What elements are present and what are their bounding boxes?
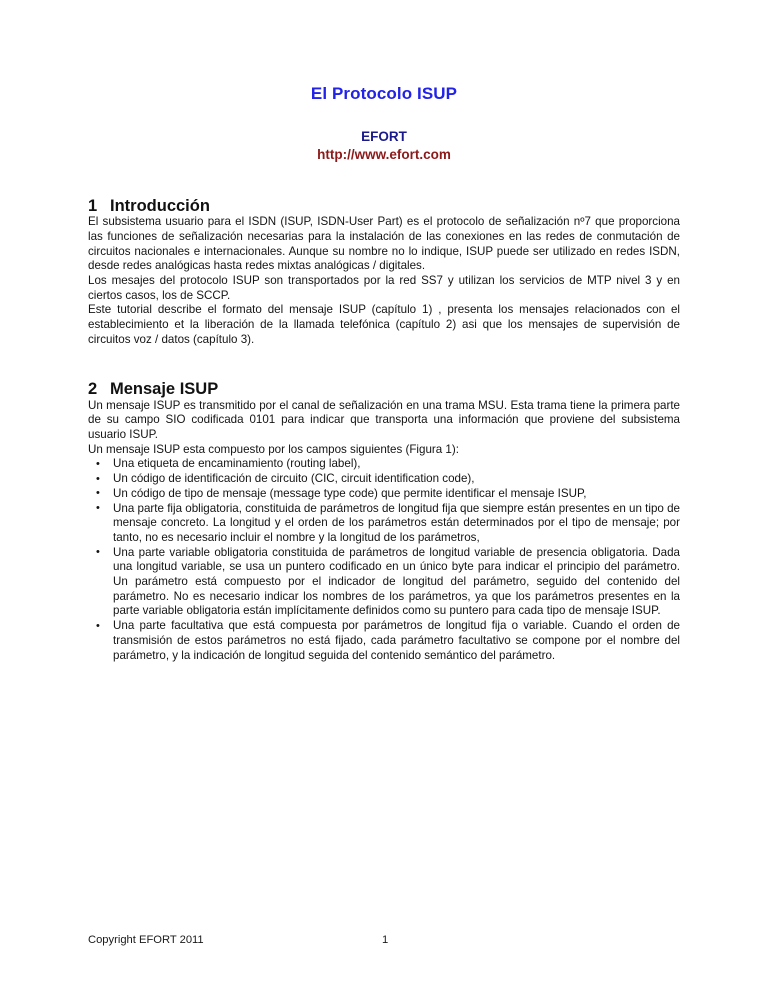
section-2-title: Mensaje ISUP xyxy=(110,380,219,399)
section-1-number: 1 xyxy=(88,197,98,215)
list-item: • Un código de identificación de circuito (CIC, circuit identification code), xyxy=(88,472,680,487)
document-title: El Protocolo ISUP xyxy=(310,84,458,103)
section-1-paragraph-1: El subsistema usuario para el ISDN (ISUP, ISDN-User Part) es el protocolo de señalización nº7 que proporciona las funciones de señalización necesarias para la instalación de las conexiones en las redes de conmutación de circuitos nacionales e internacionales. Aunque su nombre no lo indique, ISUP puede ser utilizado en redes ISDN, desde redes analógicas hasta redes mixtas analógicas / digitales. xyxy=(88,215,680,273)
section-1-paragraph-3: Este tutorial describe el formato del mensaje ISUP (capítulo 1) , presenta los mensajes relacionados con el establecimiento et la liberación de la llamada telefónica (capítulo 2) asi que los mensajes de supervisión de circuitos voz / datos (capítulo 3). xyxy=(88,303,680,346)
organization-name: EFORT xyxy=(361,129,407,144)
list-item: • Una parte facultativa que está compuesta por parámetros de longitud fija o variable. Cuando el orden de transmisión de estos parámetros no está fijado, cada parámetro facultativo se compone por el nombre del parámetro, y la indicación de longitud seguida del contenido semántico del parámetro. xyxy=(88,619,680,663)
document-content xyxy=(88,0,680,663)
list-item: • Un código de tipo de mensaje (message type code) que permite identificar el mensaje ISUP, xyxy=(88,487,680,502)
list-item: • Una etiqueta de encaminamiento (routing label), xyxy=(88,457,680,472)
section-1-paragraph-2: Los mesajes del protocolo ISUP son transportados por la red SS7 y utilizan los servicios de MTP nivel 3 y en ciertos casos, los de SCCP. xyxy=(88,273,680,302)
footer-page-number: 1 xyxy=(382,934,389,946)
footer-copyright: Copyright EFORT 2011 xyxy=(88,934,204,946)
section-2-heading xyxy=(88,380,680,398)
section-2 xyxy=(88,347,680,663)
organization-url[interactable]: http://www.efort.com xyxy=(317,147,451,162)
section-2-paragraph-2: Un mensaje ISUP esta compuesto por los campos siguientes (Figura 1): xyxy=(88,442,459,456)
section-1-title: Introducción xyxy=(110,197,210,215)
isup-fields-list xyxy=(88,457,680,663)
section-2-paragraph-1: Un mensaje ISUP es transmitido por el canal de señalización en una trama MSU. Esta trama tiene la primera parte de su campo SIO codificada 0101 para indicar que transporta una información que proviene del subsistema usuario ISUP. xyxy=(88,398,680,442)
section-2-number: 2 xyxy=(88,380,98,399)
section-1-heading xyxy=(88,197,680,215)
section-1 xyxy=(88,162,680,347)
list-item: • Una parte fija obligatoria, constituida de parámetros de longitud fija que siempre están presentes en un tipo de mensaje concreto. La longitud y el orden de los parámetros están determinados por el tipo de mensaje; por tanto, no es necesario incluir el nombre y la longitud de los parámetros, xyxy=(88,502,680,546)
list-item: • Una parte variable obligatoria constituida de parámetros de longitud variable de presencia obligatoria. Dada una longitud variable, se usa un puntero codificado en un único byte para indicar el principio del parámetro. Un parámetro está compuesto por el indicador de longitud del parámetro, seguido del contenido del parámetro. No es necesario indicar los nombres de los parámetros, ya que los parámetros presentes en la parte variable obligatoria están implícitamente definidos como su puntero para cada tipo de mensaje ISUP. xyxy=(88,546,680,620)
